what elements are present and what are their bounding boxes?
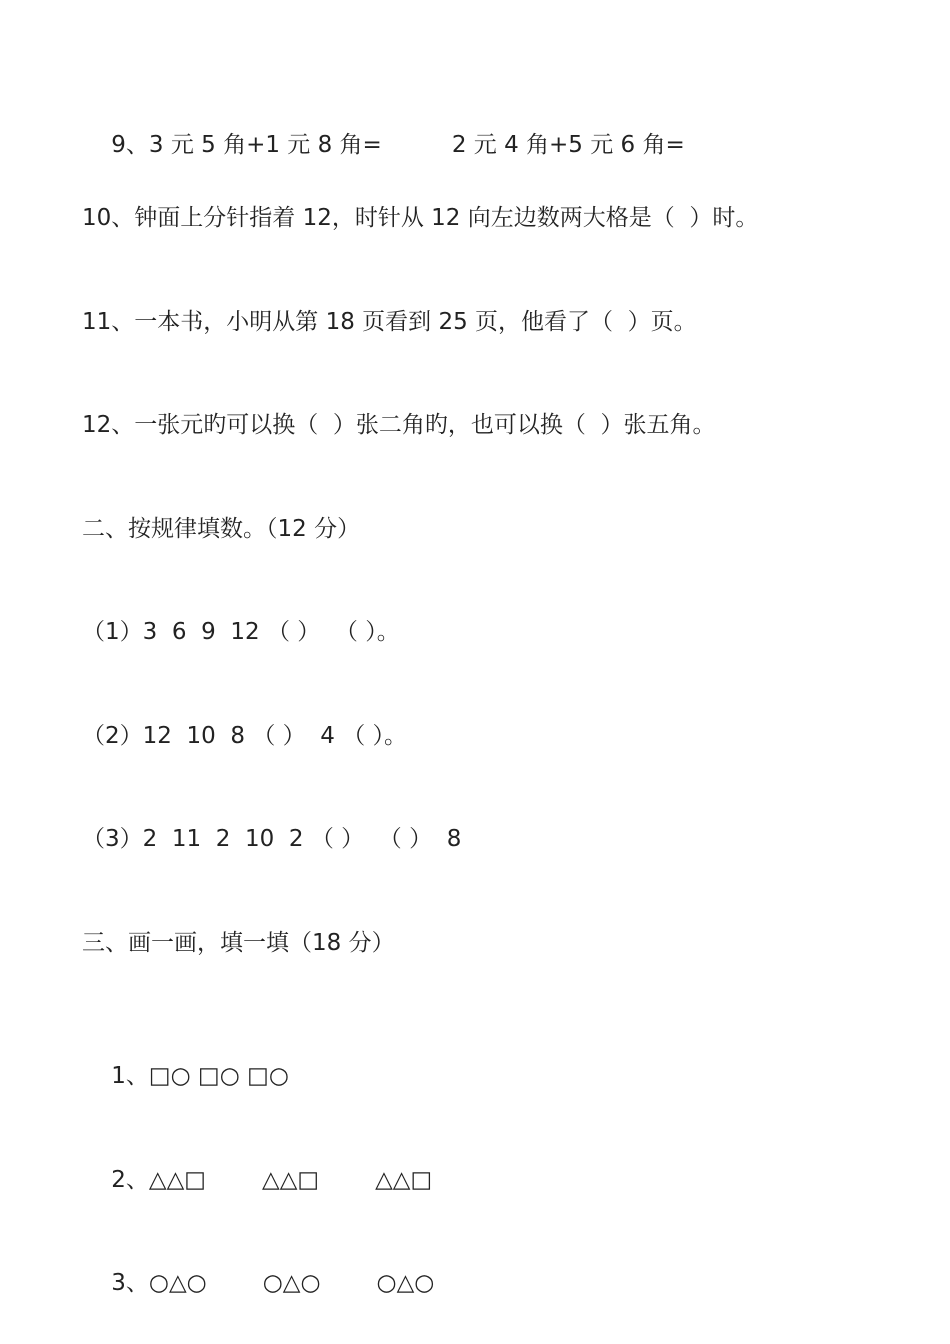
shape-group: △△□ (148, 1167, 206, 1193)
shape-item-2 (82, 1135, 432, 1225)
shape-item-1-number: 1、 (111, 1063, 149, 1089)
shape-group: □○ (247, 1063, 289, 1089)
shape-item-2-number: 2、 (111, 1167, 149, 1193)
shape-group: ○△○ (262, 1270, 321, 1296)
question-11: 11、一本书，小明从第 18 页看到 25 页，他看了（ ）页。 (82, 309, 697, 335)
question-9-part-2: 2 元 4 角+5 元 6 角= (451, 132, 685, 158)
shape-group: ○△○ (148, 1270, 207, 1296)
question-9 (82, 100, 685, 190)
shape-item-3-number: 3、 (111, 1270, 149, 1296)
pattern-item-1: （1）3 6 9 12 （ ） （ ）。 (82, 619, 400, 645)
question-9-part-1: 9、3 元 5 角+1 元 8 角= (111, 132, 382, 158)
shape-group: □○ (148, 1063, 191, 1089)
shape-item-3 (82, 1238, 434, 1328)
shape-item-1 (82, 1031, 289, 1121)
pattern-item-2: （2）12 10 8 （ ） 4 （ ）。 (82, 723, 408, 749)
pattern-item-3: （3）2 11 2 10 2 （ ） （ ） 8 (82, 826, 462, 852)
section-3-heading: 三、画一画，填一填（18 分） (82, 930, 395, 956)
shape-group: △△□ (262, 1167, 320, 1193)
shape-group: △△□ (375, 1167, 433, 1193)
section-2-heading: 二、按规律填数。（12 分） (82, 516, 361, 542)
shape-group: ○△○ (376, 1270, 435, 1296)
question-10: 10、钟面上分针指着 12，时针从 12 向左边数两大格是（ ）时。 (82, 205, 759, 231)
question-12: 12、一张元旳可以换（ ）张二角旳，也可以换（ ）张五角。 (82, 412, 716, 438)
shape-group: □○ (198, 1063, 240, 1089)
